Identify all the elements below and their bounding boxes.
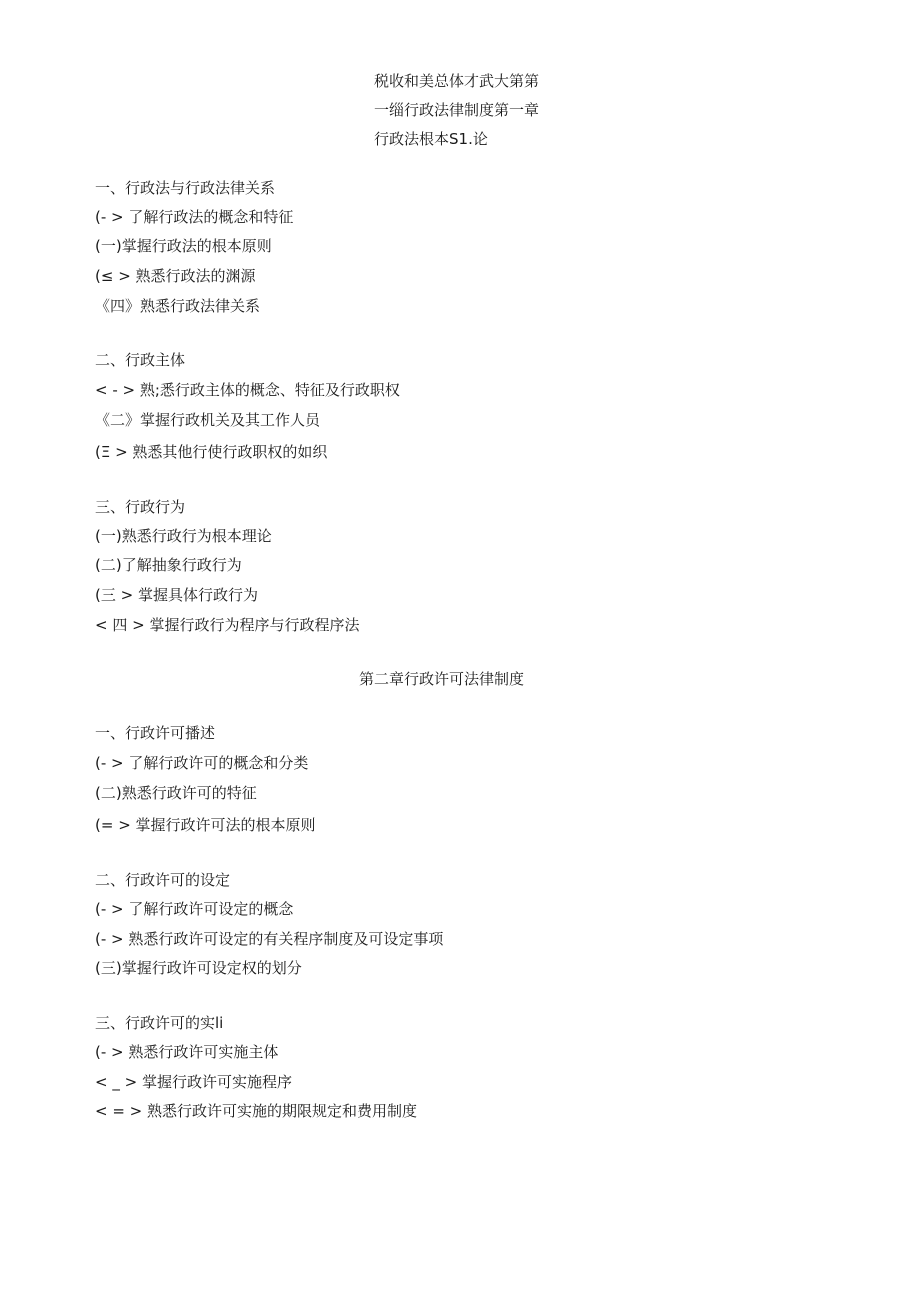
- document-title: [374, 70, 774, 157]
- list-item: < _ > 掌握行政许可实施程序: [95, 1073, 292, 1091]
- list-item: (- > 熟悉行政许可实施主体: [95, 1043, 279, 1061]
- section-heading: 三、行政行为: [95, 498, 186, 516]
- list-item: < = > 熟悉行政许可实施的期限规定和费用制度: [95, 1102, 418, 1120]
- list-item: < - > 熟;悉行政主体的概念、特征及行政职权: [95, 381, 400, 399]
- title-line-2: 一缁行政法律制度第一章: [374, 101, 540, 119]
- title-line-3: 行政法根本S1.论: [374, 130, 488, 148]
- list-item: (一)掌握行政法的根本原则: [95, 237, 272, 255]
- list-item: (一)熟悉行政行为根本理论: [95, 527, 272, 545]
- list-item: 《二》掌握行政机关及其工作人员: [95, 411, 321, 429]
- list-item: (= > 掌握行政许可法的根本原则: [95, 816, 316, 834]
- list-item: (二)熟悉行政许可的特征: [95, 784, 257, 802]
- section-heading: 三、行政许可的实li: [95, 1014, 224, 1032]
- list-item: < 四 > 掌握行政行为程序与行政程序法: [95, 616, 360, 634]
- list-item: (三 > 掌握具体行政行为: [95, 586, 258, 604]
- list-item: 《四》熟悉行政法律关系: [95, 297, 261, 315]
- list-item: (- > 了解行政许可的概念和分类: [95, 754, 309, 772]
- list-item: (- > 熟悉行政许可设定的有关程序制度及可设定事项: [95, 930, 444, 948]
- list-item: (≤ > 熟悉行政法的渊源: [95, 267, 256, 285]
- list-item: (- > 了解行政许可设定的概念: [95, 900, 294, 918]
- list-item: (三)掌握行政许可设定权的划分: [95, 959, 302, 977]
- list-item: (Ξ > 熟悉其他行使行政职权的如织: [95, 443, 328, 461]
- section-heading: 一、行政许可播述: [95, 724, 216, 742]
- title-line-1: 税收和美总体才武大第第: [374, 72, 540, 90]
- list-item: (二)了解抽象行政行为: [95, 556, 242, 574]
- section-heading: 二、行政许可的设定: [95, 871, 231, 889]
- chapter-heading: 第二章行政许可法律制度: [359, 670, 525, 688]
- section-heading: 一、行政法与行政法律关系: [95, 179, 276, 197]
- section-heading: 二、行政主体: [95, 351, 186, 369]
- list-item: (- > 了解行政法的概念和特征: [95, 208, 294, 226]
